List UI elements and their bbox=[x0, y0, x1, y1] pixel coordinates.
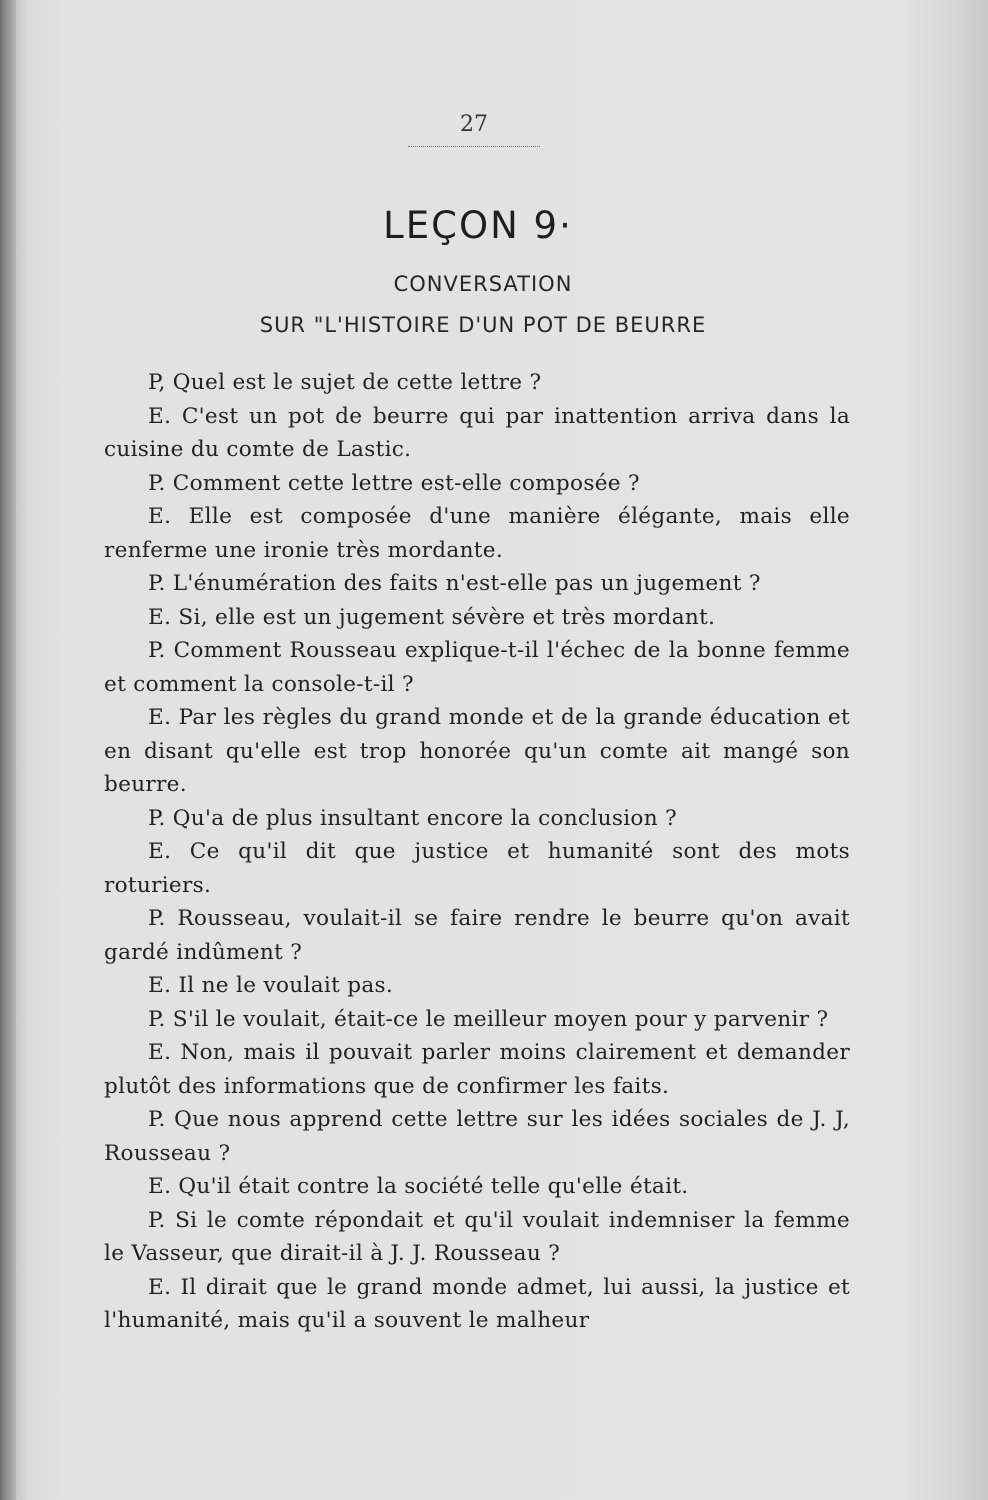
dialogue-paragraph: P. Comment Rousseau explique-t-il l'échec de la bonne femme et comment la console-t-il ? bbox=[104, 638, 850, 697]
page-number: 27 bbox=[460, 112, 488, 137]
dialogue-paragraph: E. Si, elle est un jugement sévère et très mordant. bbox=[148, 604, 716, 630]
lesson-title: LEÇON 9· bbox=[383, 204, 573, 247]
dialogue-paragraph: P. L'énumération des faits n'est-elle pas un jugement ? bbox=[148, 571, 761, 596]
dialogue-paragraph: E. Il ne le voulait pas. bbox=[148, 973, 394, 998]
dialogue-paragraph: P. S'il le voulait, était-ce le meilleur moyen pour y parvenir ? bbox=[148, 1006, 829, 1032]
subtitle-conversation: CONVERSATION bbox=[393, 272, 573, 296]
page-number-rule bbox=[408, 146, 540, 147]
dialogue-paragraph: P. Que nous apprend cette lettre sur les idées sociales de J. J, Rousseau ? bbox=[104, 1107, 850, 1166]
dialogue-paragraph: E. Ce qu'il dit que justice et humanité sont des mots roturiers. bbox=[104, 839, 850, 898]
dialogue-paragraph: E. Il dirait que le grand monde admet, lui aussi, la justice et l'humanité, mais qu'il a souvent le malheur bbox=[104, 1274, 850, 1333]
dialogue-paragraph: E. Non, mais il pouvait parler moins clairement et demander plutôt des informations que de confirmer les faits. bbox=[104, 1040, 850, 1099]
dialogue-paragraph: P, Quel est le sujet de cette lettre ? bbox=[148, 370, 542, 395]
dialogue-paragraph: P. Si le comte répondait et qu'il voulait indemniser la femme le Vasseur, que dirait-il à J. J. Rousseau ? bbox=[104, 1207, 850, 1266]
dialogue-paragraph: P. Qu'a de plus insultant encore la conclusion ? bbox=[148, 805, 677, 831]
dialogue-paragraph: P. Rousseau, voulait-il se faire rendre le beurre qu'on avait gardé indûment ? bbox=[104, 906, 850, 965]
dialogue-paragraph: E. Par les règles du grand monde et de la grande éducation et en disant qu'elle est trop honorée qu'un comte ait mangé son beurre. bbox=[104, 705, 850, 797]
subtitle-topic: SUR "L'HISTOIRE D'UN POT DE BEURRE bbox=[259, 313, 707, 337]
dialogue-paragraph: E. Qu'il était contre la société telle qu'elle était. bbox=[148, 1174, 689, 1199]
dialogue-body bbox=[104, 366, 850, 1338]
dialogue-paragraph: P. Comment cette lettre est-elle composée ? bbox=[148, 470, 640, 496]
dialogue-paragraph: E. C'est un pot de beurre qui par inattention arriva dans la cuisine du comte de Lastic. bbox=[104, 403, 850, 462]
dialogue-paragraph: E. Elle est composée d'une manière élégante, mais elle renferme une ironie très mordante. bbox=[104, 504, 850, 563]
